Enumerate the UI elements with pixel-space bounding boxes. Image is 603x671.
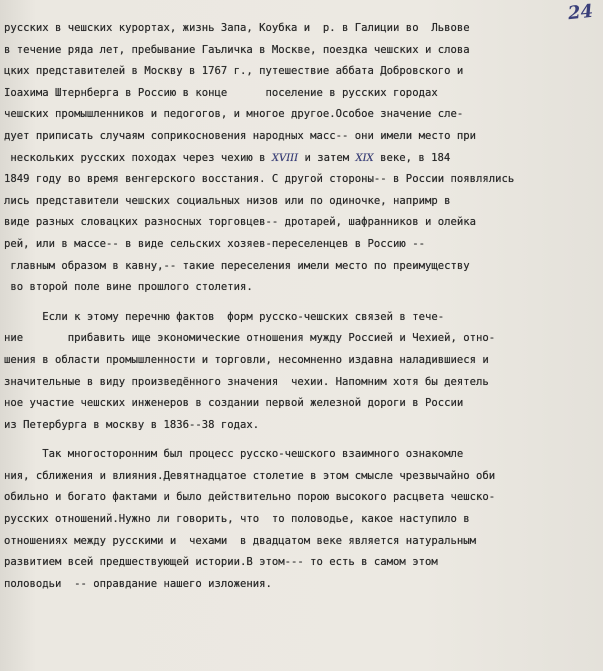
text-line: цких представителей в Москву в 1767 г., путешествие аббата Добровского и [4,65,464,78]
page-number: 24 [566,0,595,25]
text-line: ное участие чешских инженеров в создании первой железной дороги в России [4,397,464,410]
paragraph-gap [4,299,602,307]
text-line: чешских промышленников и педогогов, и многое другое.Особое значение сле- [4,108,464,121]
text-line: обильно и богато фактами и было действительно порою высокого расцвета чешско- [4,491,496,504]
text-line: 1849 году во время венгерского восстания. С другой стороны-- в России появлялись [4,173,515,186]
text-line: ние прибавить ище экономические отношения мужду Россией и Чехией, отно- [4,332,496,345]
text-line: во второй поле вине прошлого столетия. [4,281,253,294]
text-line: ния, сближения и влияния.Девятнадцатое столетие в этом смысле чрезвычайно оби [4,469,496,482]
handwritten-insert: XVIII [271,152,299,164]
document-body [4,18,602,595]
text-segment: и затем [298,151,356,164]
text-line: виде разных словацких разносных торговцев-- дротарей, шафранников и олейка [4,216,476,229]
text-line: в течение ряда лет, пребывание Гаъличка в Москве, поездка чешских и слова [4,43,470,56]
text-segment: веке, в 184 [373,151,451,164]
text-line: русских в чешских курортах, жизнь Запа, Коубка и р. в Галиции во Львове [4,22,470,34]
text-line: из Петербурга в москву в 1836--38 годах. [4,418,260,431]
text-line: значительные в виду произведённого значения чехии. Напомним хотя бы деятель [4,375,489,388]
handwritten-insert: XIX [355,152,374,164]
text-line: дует приписать случаям соприкосновения народных масс-- они имели место при [4,129,476,142]
text-line: Так многосторонним был процесс русско-чешского взаимного ознакомле [4,448,464,461]
text-segment: нескольких русских походах через чехию в [4,151,272,164]
text-line: отношениях между русскими и чехами в двадцатом веке является натуральным [4,534,476,547]
text-line: лись представители чешских социальных низов или по одиночке, напримр в [4,194,451,207]
text-line: Если к этому перечню фактов форм русско-чешских связей в тече- [4,310,445,323]
text-line: развитием всей предшествующей истории.В этом--- то есть в самом этом [4,556,438,569]
paragraph-gap [4,436,602,444]
text-line: главным образом в кавну,-- такие переселения имели место по преимуществу [4,259,470,272]
text-line: русских отношений.Нужно ли говорить, что то половодье, какое наступило в [4,513,470,526]
text-line: рей, или в массе-- в виде сельских хозяев-переселенцев в Россию -- [4,237,425,250]
text-line: половодьи -- оправдание нашего изложения. [4,577,272,590]
text-line: шения в области промышленности и торговли, несомненно издавна наладившиеся и [4,353,489,366]
text-line [4,148,602,170]
text-line: Іоахима Штернберга в Россию в конце поселение в русских городах [4,86,438,99]
